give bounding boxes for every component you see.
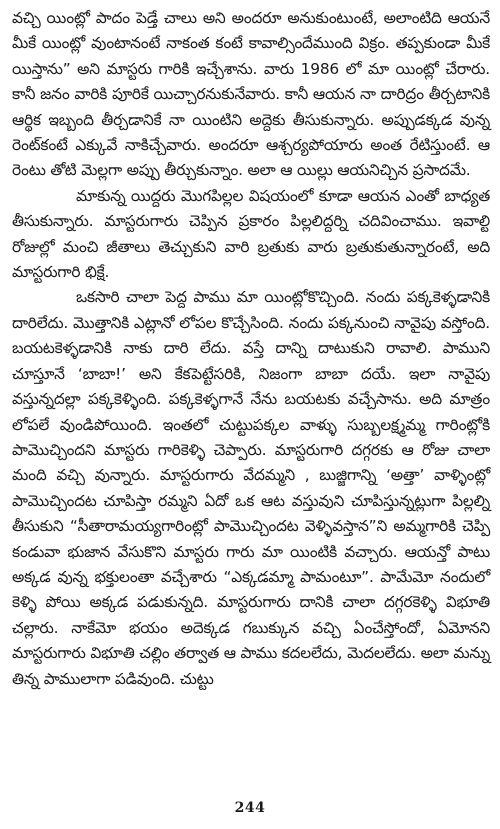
paragraph-3: ఒకసారి చాలా పెద్ద పాము మా యింట్లోకొచ్చింది. నందు పక్కకెళ్ళడానికి దారిలేదు. మొత్తానికి ఎట్లానో లోపల కొచ్చేసింది. నందు పక్కనుంచి నావైపు వస్తోంది. బయటకెళ్ళడానికి నాకు దారి లేదు. వస్తే దాన్ని దాటుకుని రావాలి. పాముని చూస్తూనే ‘బాబా!’ అని కేకపెట్టేసరికి, నిజంగా బాబా దయే. ఇలా నావైపు వస్తున్నదల్లా పక్కకెళ్ళింది. పక్కకెళ్ళగానే నేను బయటకు వచ్చేసాను. అది మాత్రం లోపలే వుండిపోయింది. ఇంతలో చుట్టుపక్కల వాళ్ళు సుబ్బలక్ష్మమ్మ గారింట్లోకి పామొచ్చిందని మాస్టరు గారికెళ్ళి చెప్పారు. మాస్టరుగారి దగ్గరకు ఆ రోజు చాలా మంది వచ్చి వున్నారు. మాస్టరుగారు వేదమ్మని , బుజ్జిగాన్ని ‘అత్తా’ వాళ్ళింట్లో పామొచ్చిందట చూపిస్తా రమ్మని ఏదో ఒక ఆట వస్తువుని చూపిస్తున్నట్లుగా పిల్లల్ని తీసుకుని “సీతారామయ్యగారింట్లో పామొచ్చిందట వెళ్ళివస్తాన”ని అమ్మగారికి చెప్పి కండువా భుజాన వేసుకొని మాస్టరు గారు మా యింటికి వచ్చారు. ఆయన్తో పాటు అక్కడ వున్న భక్తులంతా వచ్చేశారు “ఎక్కడమ్మా పామంటూ”. పామేమో నందులో కెళ్ళి పోయి అక్కడ పడుకున్నది. మాస్టరుగారు దానికి చాలా దగ్గరకెళ్ళి విభూతి చల్లారు. నాకేమో భయం అదెక్కడ గబుక్కున వచ్చి ఏంచేస్తోందో, ఏమోనని మాస్టరుగారు విభూతి చల్లిం తర్వాత ఆ పాము కదలలేదు, మెదలలేదు. అలా మన్ను తిన్న పాములాగా పడివుంది. చుట్టు [12, 288, 490, 688]
paragraph-2: మాకున్న యిద్దరు మొగపిల్లల విషయంలో కూడా ఆయన ఎంతో బాధ్యత తీసుకున్నారు. మాస్టరుగారు చెప్పిన ప్రకారం పిల్లలిద్దర్ని చదివించాము. ఇవాల్టి రోజుల్లో మంచి జీతాలు తెచ్చుకుని వారి బ్రతుకు వారు బ్రతుకుతున్నారంటే, అది మాస్టరుగారి భిక్షే. [12, 186, 490, 282]
page-number: 244 [234, 800, 266, 816]
page-body-text [12, 6, 490, 692]
paragraph-1: వచ్చి యింట్లో పాదం పెడ్తే చాలు అని అందరూ అనుకుంటుంటే, అలాంటిది ఆయనే మీకే యింట్లో వుంటానంటే నాకంత కంటే కావాల్సిందేముంది విక్రం. తప్పకుండా మీకే యిస్తాను” అని మాస్టరు గారికి ఇచ్చేశాను. వారు 1986 లో మా యింట్లో చేరారు. కానీ జనం వారికి పూరికే యిచ్చారనుకునేవారు. కానీ ఆయన నా దారిద్రం తీర్చటానికి ఆర్థిక ఇబ్బంది తీర్చడానికే నా యింటిని అద్దెకు తీసుకున్నారు. అప్పుడక్కడ వున్న రెంట్‌కంటే ఎక్కువే నాకిచ్చేవారు. అందరూ ఆశ్చర్యపోయారు అంత రేటిస్తుంటే. ఆ రెంటు తోటి మెల్లగా అప్పు తీర్చుకున్నాం. అలా ఆ యిల్లు ఆయనిచ్చిన ప్రసాదమే. [12, 9, 490, 180]
